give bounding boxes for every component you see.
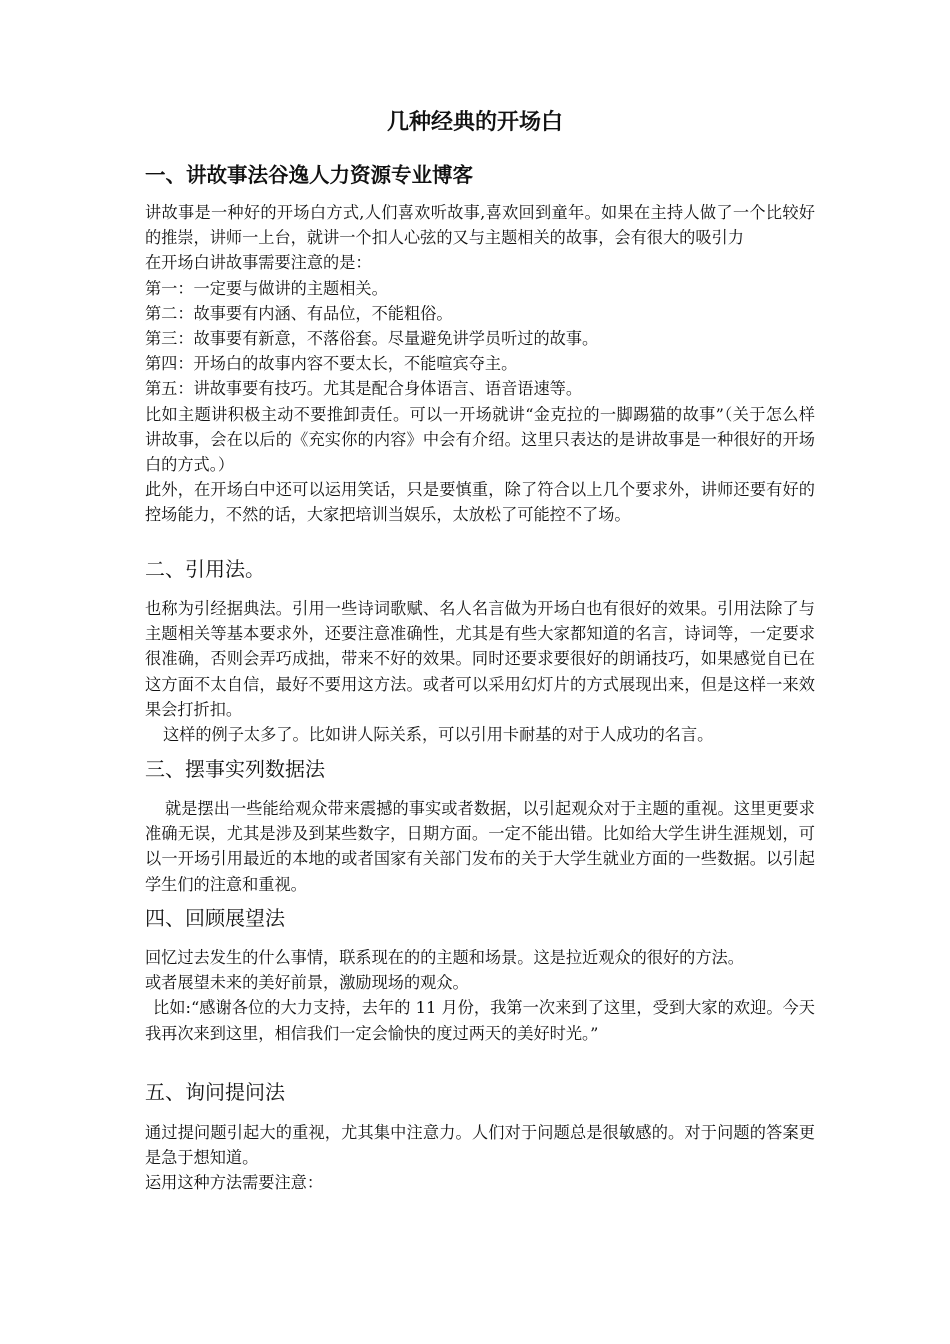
- list-item: 第三：故事要有新意，不落俗套。尽量避免讲学员听过的故事。: [145, 329, 599, 349]
- section-1-heading: 一、讲故事法谷逸人力资源专业博客: [145, 163, 473, 187]
- document-title: 几种经典的开场白: [386, 110, 563, 135]
- section-5-heading: 五、询问提问法: [145, 1080, 285, 1104]
- list-item: 第一：一定要与做讲的主题相关。: [145, 278, 388, 298]
- paragraph: 运用这种方法需要注意：: [145, 1173, 324, 1193]
- paragraph: 讲故事是一种好的开场白方式,人们喜欢听故事,喜欢回到童年。如果在主持人做了一个比较好的推崇，讲师一上台，就讲一个扣人心弦的又与主题相关的故事，会有很大的吸引力: [145, 203, 815, 248]
- paragraph: 就是摆出一些能给观众带来震撼的事实或者数据，以引起观众对于主题的重视。这里更要求准确无误，尤其是涉及到某些数字，日期方面。一定不能出错。比如给大学生讲生涯规划，可以一开场引用最近的本地的或者国家有关部门发布的关于大学生就业方面的一些数据。以引起学生们的注意和重视。: [145, 799, 815, 894]
- section-3-body: [145, 796, 815, 897]
- section-3-heading: 三、摆事实列数据法: [145, 757, 325, 781]
- list-item: 第五：讲故事要有技巧。尤其是配合身体语言、语音语速等。: [145, 379, 583, 399]
- paragraph: 在开场白讲故事需要注意的是：: [145, 253, 372, 273]
- paragraph: 回忆过去发生的什么事情，联系现在的的主题和场景。这是拉近观众的很好的方法。: [145, 948, 744, 967]
- section-4-heading: 四、回顾展望法: [145, 906, 285, 930]
- paragraph: 这样的例子太多了。比如讲人际关系，可以引用卡耐基的对于人成功的名言。: [163, 725, 714, 745]
- list-item: 第二：故事要有内涵、有品位，不能粗俗。: [145, 303, 453, 323]
- paragraph: 也称为引经据典法。引用一些诗词歌赋、名人名言做为开场白也有很好的效果。引用法除了与主题相关等基本要求外，还要注意准确性，尤其是有些大家都知道的名言，诗词等，一定要求很准确，否则会弄巧成拙，带来不好的效果。同时还要求要很好的朗诵技巧，如果感觉自已在这方面不太自信，最好不要用这方法。或者可以采用幻灯片的方式展现出来，但是这样一来效果会打折扣。: [145, 599, 815, 719]
- paragraph: 比如:“感谢各位的大力支持，去年的 11 月份，我第一次来到了这里，受到大家的欢迎。今天我再次来到这里，相信我们一定会愉快的度过两天的美好时光。”: [145, 998, 815, 1043]
- list-item: 第四：开场白的故事内容不要太长，不能喧宾夺主。: [145, 354, 518, 374]
- section-2-body: [145, 596, 815, 747]
- paragraph: 通过提问题引起大的重视，尤其集中注意力。人们对于问题总是很敏感的。对于问题的答案更是急于想知道。: [145, 1123, 815, 1168]
- paragraph: 此外，在开场白中还可以运用笑话，只是要慎重，除了符合以上几个要求外，讲师还要有好的控场能力，不然的话，大家把培训当娱乐，太放松了可能控不了场。: [145, 480, 815, 525]
- section-4-body: [145, 945, 815, 1046]
- paragraph: 或者展望未来的美好前景，激励现场的观众。: [145, 973, 469, 993]
- paragraph: 比如主题讲积极主动不要推卸责任。可以一开场就讲“金克拉的一脚踢猫的故事”（关于怎么样讲故事，会在以后的《充实你的内容》中会有介绍。这里只表达的是讲故事是一种很好的开场白的方式。）: [145, 404, 815, 475]
- section-5-body: [145, 1120, 815, 1196]
- section-1-body: [145, 200, 815, 528]
- section-2-heading: 二、引用法。: [145, 557, 265, 581]
